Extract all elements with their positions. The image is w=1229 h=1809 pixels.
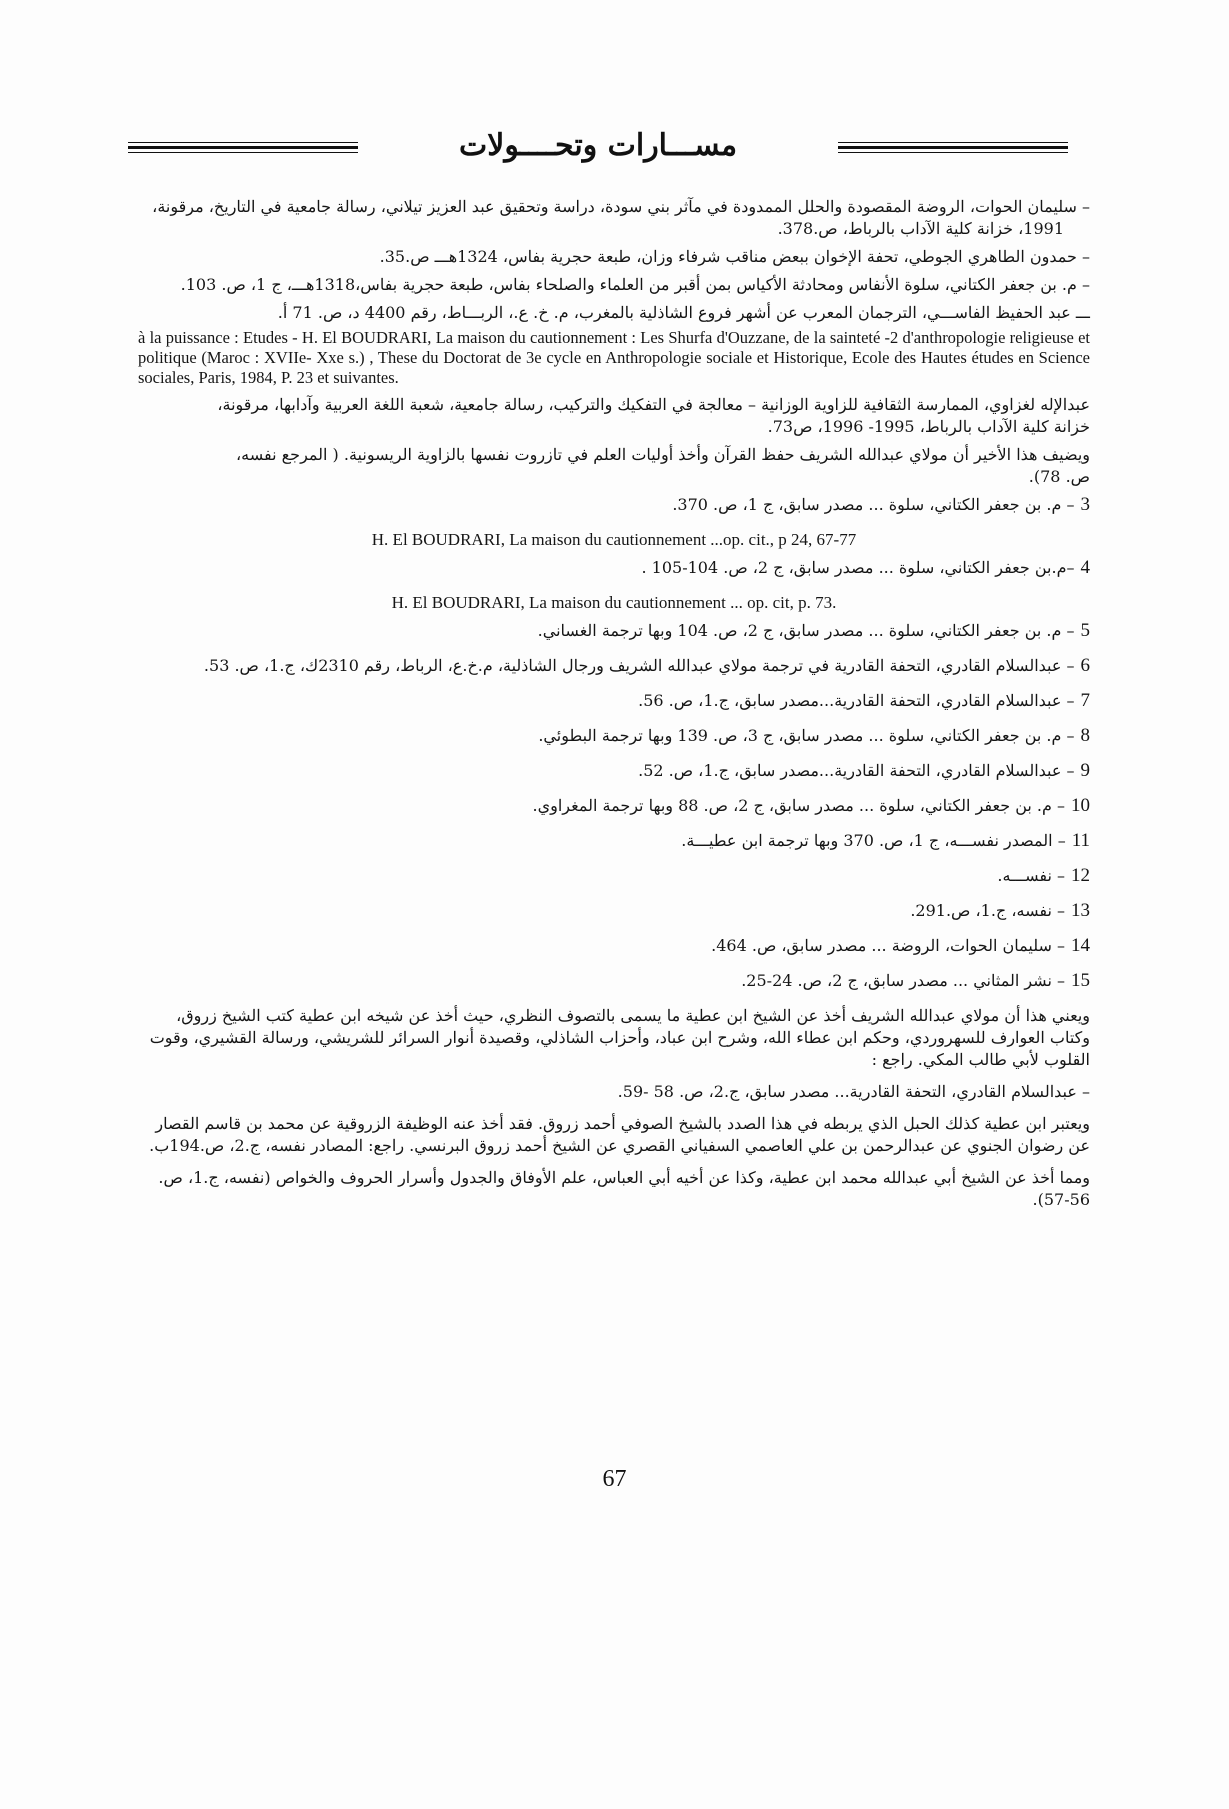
footnote-item [138, 935, 1090, 957]
footnote-number: 4 [1080, 557, 1090, 578]
footnote-item [138, 865, 1090, 887]
footnote-text: –م.بن جعفر الكتاني، سلوة ... مصدر سابق، ج 2، ص. 104-105 . [641, 558, 1075, 577]
note-line: 1991، خزانة كلية الآداب بالرباط، ص.378. [777, 219, 1064, 238]
latin-citation: H. El BOUDRARI, La maison du cautionnement ... op. cit, p. 73. [391, 593, 837, 612]
note-line: – م. بن جعفر الكتاني، سلوة الأنفاس ومحادثة الأكياس بمن أقبر من العلماء والصلحاء بفاس، طبعة حجرية بفاس،1318هـــ، ج 1، ص. 103. [180, 275, 1090, 294]
footnote-item [138, 795, 1090, 817]
footnote-item [138, 494, 1090, 516]
note-line: خزانة كلية الآداب بالرباط، 1995- 1996، ص73. [767, 417, 1090, 436]
footnote-number: 7 [1080, 690, 1090, 711]
footnote-number: 6 [1080, 655, 1090, 676]
footnote-item [138, 760, 1090, 782]
middle-notes [138, 394, 1090, 488]
footnote-number: 11 [1071, 830, 1090, 851]
footnote-text: – م. بن جعفر الكتاني، سلوة ... مصدر سابق، ج 3، ص. 139 وبها ترجمة البطوئي. [538, 726, 1075, 745]
footnote-text: – نشر المثاني ... مصدر سابق، ج 2، ص. 24-25. [741, 971, 1065, 990]
footnote-number: 15 [1071, 970, 1090, 991]
header-title: مســـارات وتحــــولات [458, 128, 738, 163]
footnote-number: 3 [1080, 494, 1090, 515]
footnote-text: – عبدالسلام القادري، التحفة القادرية في ترجمة مولاي عبدالله الشريف ورجال الشاذلية، م.خ.ع، الرباط، رقم 2310ك، ج.1، ص. 53. [203, 656, 1075, 675]
footnote-text: – م. بن جعفر الكتاني، سلوة ... مصدر سابق، ج 2، ص. 88 وبها ترجمة المغراوي. [532, 796, 1065, 815]
note-line: ويضيف هذا الأخير أن مولاي عبدالله الشريف حفظ القرآن وأخذ أوليات العلم في تازروت نفسها بالزاوية الريسونية. ( المرجع نفسه، [236, 445, 1090, 464]
commentary-paragraph: – عبدالسلام القادري، التحفة القادرية... مصدر سابق، ج.2، ص. 58 -59. [617, 1082, 1090, 1101]
footnote-item [138, 725, 1090, 747]
commentary-paragraph: ومما أخذ عن الشيخ أبي عبدالله محمد ابن عطية، وكذا عن أخيه أبي العباس، علم الأوفاق والجدول وأسرار الحروف والخواص (نفسه، ج.1، ص. 56-57). [158, 1168, 1090, 1209]
commentary-paragraph: ويعني هذا أن مولاي عبدالله الشريف أخذ عن الشيخ ابن عطية ما يسمى بالتصوف النظري، حيث أخذ عن شيخه ابن عطية كتب الشيخ زروق، وكتاب العوارف للسهروردي، وحكم ابن عطاء الله، وشرح ابن عباد، وأحزاب الشاذلي، وقصيدة أنوار السرائر للشريشي، ورسالة القشيري، وقوت القلوب لأبي طالب المكي. راجع : [149, 1006, 1090, 1069]
footnote-text: – المصدر نفســـه، ج 1، ص. 370 وبها ترجمة ابن عطيـــة. [681, 831, 1066, 850]
footnote-number: 13 [1071, 900, 1090, 921]
footnote-text: – م. بن جعفر الكتاني، سلوة ... مصدر سابق، ج 2، ص. 104 وبها ترجمة الغساني. [537, 621, 1075, 640]
numbered-notes [138, 494, 1090, 992]
note-line: ـــ عبد الحفيظ الفاســـي، الترجمان المعرب عن أشهر فروع الشاذلية بالمغرب، م. خ. ع.، الربـــاط، رقم 4400 د، ص. 71 أ. [277, 303, 1090, 322]
footnote-item [138, 900, 1090, 922]
running-header [128, 128, 1068, 168]
footnote-text: – سليمان الحوات، الروضة ... مصدر سابق، ص. 464. [711, 936, 1065, 955]
footnote-number: 10 [1071, 795, 1090, 816]
footnote-number: 12 [1071, 865, 1090, 886]
footnote-number: 5 [1080, 620, 1090, 641]
footnote-text: – نفسه، ج.1، ص.291. [910, 901, 1065, 920]
footnote-item [138, 690, 1090, 712]
note-line: – حمدون الطاهري الجوطي، تحفة الإخوان ببعض مناقب شرفاء وزان، طبعة حجرية بفاس، 1324هـــ ص.35. [379, 247, 1090, 266]
top-notes [138, 196, 1090, 324]
footnote-text: – عبدالسلام القادري، التحفة القادرية...مصدر سابق، ج.1، ص. 52. [638, 761, 1075, 780]
footnote-item [138, 655, 1090, 677]
header-rule-left [128, 142, 358, 156]
footnote-text: – نفســـه. [997, 866, 1065, 885]
footnote-text: – عبدالسلام القادري، التحفة القادرية...مصدر سابق، ج.1، ص. 56. [638, 691, 1075, 710]
latin-citation: H. El BOUDRARI, La maison du cautionnement ...op. cit., p 24, 67-77 [371, 530, 857, 549]
footnote-number: 9 [1080, 760, 1090, 781]
footnote-text: – م. بن جعفر الكتاني، سلوة ... مصدر سابق، ج 1، ص. 370. [672, 495, 1075, 514]
note-line: ص. 78). [1028, 467, 1090, 486]
header-rule-right [838, 142, 1068, 156]
footnote-number: 8 [1080, 725, 1090, 746]
note-line: – سليمان الحوات، الروضة المقصودة والحلل الممدودة في مآثر بني سودة، دراسة وتحقيق عبد العزيز تيلاني، رسالة جامعية في التاريخ، مرقونة، [152, 197, 1090, 216]
footnote-item [138, 557, 1090, 579]
page-number: 67 [602, 1466, 627, 1492]
closing-paragraphs [138, 1005, 1090, 1211]
footnotes-body [138, 196, 1090, 1221]
note-line: عبدالإله لغزاوي، الممارسة الثقافية للزاوية الوزانية – معالجة في التفكيك والتركيب، رسالة جامعية، شعبة اللغة العربية وآدابها، مرقونة، [217, 395, 1090, 414]
footnote-item [138, 830, 1090, 852]
french-reference: à la puissance : Etudes - H. El BOUDRARI, La maison du cautionnement : Les Shurfa d'Ouzzane, de la sainteté -2 d'anthropologie religieuse et politique (Maroc : XVIIe- Xxe s.) , These du Doctorat de 3e cycle en Anthropologie sociale et Historique, Ecole des Hautes études en Science sociales, Paris, 1984, P. 23 et suivantes. [138, 328, 1090, 387]
footnote-item [138, 970, 1090, 992]
footnote-item [138, 620, 1090, 642]
footnote-number: 14 [1071, 935, 1090, 956]
commentary-paragraph: ويعتبر ابن عطية كذلك الحبل الذي يربطه في هذا الصدد بالشيخ الصوفي أحمد زروق. فقد أخذ عنه الوظيفة الزروقية عن محمد بن قاسم القصار عن رضوان الجنوي عن عبدالرحمن بن علي العاصمي السفياني القصري عن الشيخ أحمد زروق البرنسي. راجع: المصادر نفسه، ج.2، ص.194ب. [149, 1114, 1090, 1155]
